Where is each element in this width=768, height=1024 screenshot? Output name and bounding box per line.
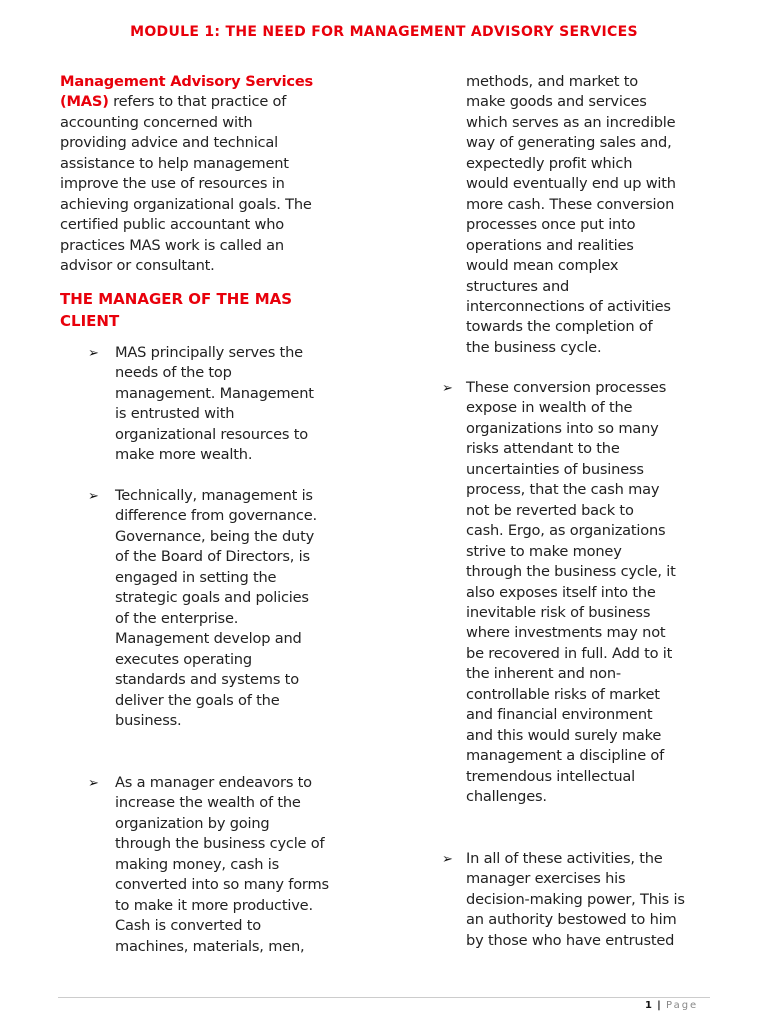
page-label: Page	[666, 1000, 699, 1011]
intro-text: refers to that practice of accounting concerned with providing advice and technical assistance to help management improve the use of resources in achieving organizational goals. The certified public accountant who practices MAS work is called an advisor or consultant.	[60, 93, 312, 275]
page-number: 1	[645, 1000, 652, 1011]
footer-separator: |	[657, 1000, 661, 1011]
page-footer	[645, 1000, 698, 1011]
module-title: MODULE 1: THE NEED FOR MANAGEMENT ADVISORY SERVICES	[130, 24, 638, 40]
bullet-right-1: These conversion processes expose in wealth of the organizations into so many risks attendant to the uncertainties of business process, that the cash may not be reverted back to cash. Ergo, as organizations strive to make money through the business cycle, it also exposes itself into the inevitable risk of business where investments may not be recovered in full. Add to it the inherent and non- controllable risks of market and financial environment and this would surely make management a discipline of tremendous intellectual challenges.	[466, 379, 676, 806]
bullet-arrow-icon: ➢	[88, 776, 99, 791]
bullet-right-2: In all of these activities, the manager exercises his decision-making power, This is an authority bestowed to him by those who have entrusted	[466, 850, 685, 949]
footer-divider	[58, 997, 710, 998]
bullet-left-1: MAS principally serves the needs of the top management. Management is entrusted with organizational resources to make more wealth.	[115, 344, 314, 464]
section-heading: THE MANAGER OF THE MAS CLIENT	[60, 290, 293, 330]
bullet-arrow-icon: ➢	[442, 381, 453, 396]
bullet-arrow-icon: ➢	[88, 346, 99, 361]
intro-paragraph	[60, 72, 313, 277]
bullet-left-2: Technically, management is difference from governance. Governance, being the duty of the Board of Directors, is engaged in setting the strategic goals and policies of the enterprise. Management develop and executes operating standards and systems to deliver the goals of the business.	[115, 487, 317, 729]
term-mas: Management Advisory Services	[60, 73, 314, 90]
term-mas-abbr: (MAS)	[60, 93, 109, 111]
right-continuation: methods, and market to make goods and services which serves as an incredible way of generating sales and, expectedly profit which would eventually end up with more cash. These conversion processes once put into operations and realities would mean complex structures and interconnections of activities towards the completion of the business cycle.	[466, 73, 676, 356]
bullet-left-3: As a manager endeavors to increase the wealth of the organization by going through the business cycle of making money, cash is converted into so many forms to make it more productive. Cash is converted to machines, materials, men,	[115, 774, 329, 955]
bullet-arrow-icon: ➢	[442, 852, 453, 867]
bullet-arrow-icon: ➢	[88, 489, 99, 504]
